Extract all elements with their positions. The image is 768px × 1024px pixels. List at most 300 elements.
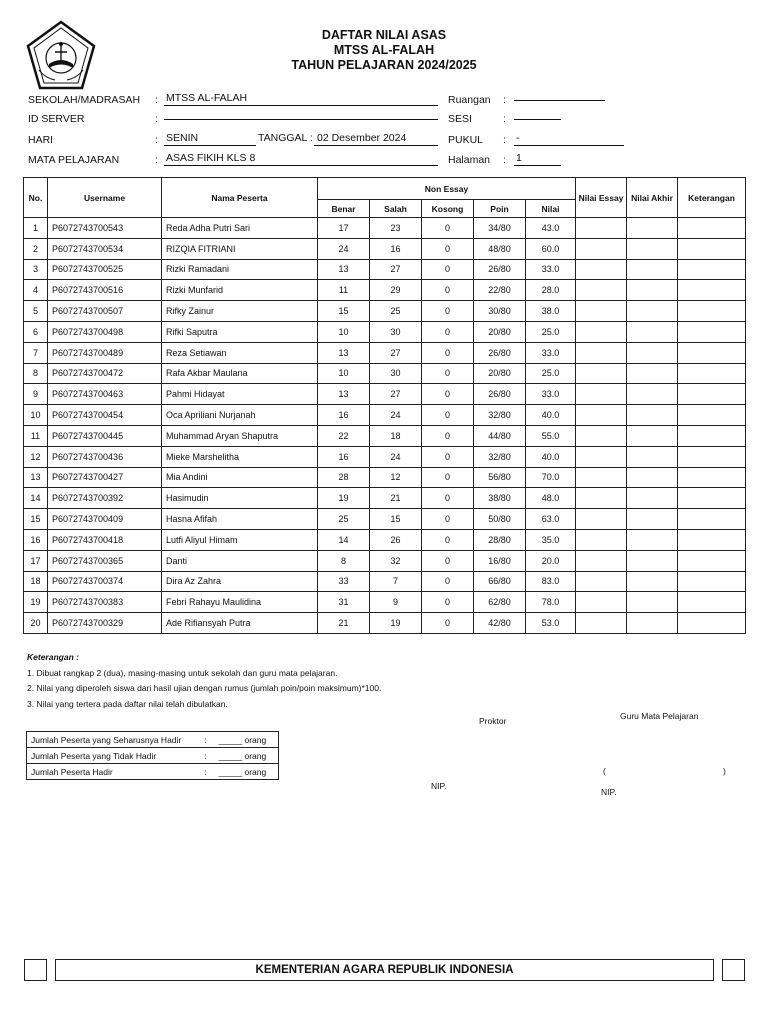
cell-keterangan [678, 280, 746, 301]
header-nilai-akhir: Nilai Akhir [627, 178, 678, 218]
tanggal-underline [314, 145, 438, 146]
table-row [24, 218, 746, 239]
cell-nilai-essay [576, 529, 627, 550]
cell-nilai: 25.0 [526, 363, 576, 384]
cell-username: P6072743700436 [48, 446, 162, 467]
cell-username: P6072743700392 [48, 488, 162, 509]
cell-keterangan [678, 321, 746, 342]
cell-poin: 20/80 [474, 363, 526, 384]
cell-nama: Hasna Afifah [162, 509, 318, 530]
cell-nilai: 60.0 [526, 238, 576, 259]
cell-salah: 27 [370, 342, 422, 363]
cell-nilai-essay [576, 321, 627, 342]
cell-no: 11 [24, 425, 48, 446]
cell-benar: 17 [318, 218, 370, 239]
colon: : [503, 113, 506, 125]
sekolah-label: SEKOLAH/MADRASAH [28, 94, 141, 106]
table-row [24, 550, 746, 571]
cell-nilai-akhir [627, 280, 678, 301]
cell-nilai-essay [576, 218, 627, 239]
table-row [24, 488, 746, 509]
cell-kosong: 0 [422, 613, 474, 634]
cell-nilai: 55.0 [526, 425, 576, 446]
cell-nilai-essay [576, 613, 627, 634]
header-benar: Benar [318, 200, 370, 218]
colon: : [503, 154, 506, 166]
cell-benar: 33 [318, 571, 370, 592]
attendance-label: Jumlah Peserta Hadir [27, 764, 205, 780]
pukul-label: PUKUL [448, 134, 484, 146]
cell-keterangan [678, 592, 746, 613]
footer-banner: KEMENTERIAN AGARA REPUBLIK INDONESIA [55, 959, 714, 981]
cell-keterangan [678, 613, 746, 634]
cell-nama: Rifky Zainur [162, 301, 318, 322]
cell-benar: 16 [318, 446, 370, 467]
cell-benar: 8 [318, 550, 370, 571]
halaman-underline [514, 165, 561, 166]
cell-no: 6 [24, 321, 48, 342]
cell-no: 15 [24, 509, 48, 530]
ruangan-underline [514, 100, 605, 101]
cell-username: P6072743700445 [48, 425, 162, 446]
cell-nilai: 33.0 [526, 259, 576, 280]
cell-nama: Oca Apriliani Nurjanah [162, 405, 318, 426]
cell-benar: 10 [318, 363, 370, 384]
cell-username: P6072743700498 [48, 321, 162, 342]
cell-salah: 9 [370, 592, 422, 613]
cell-poin: 16/80 [474, 550, 526, 571]
header-username: Username [48, 178, 162, 218]
table-row [24, 467, 746, 488]
mapel-underline [164, 165, 438, 166]
cell-nilai-essay [576, 550, 627, 571]
cell-salah: 26 [370, 529, 422, 550]
cell-salah: 30 [370, 321, 422, 342]
mapel-value: ASAS FIKIH KLS 8 [166, 152, 256, 164]
cell-nilai: 33.0 [526, 384, 576, 405]
cell-nama: Hasimudin [162, 488, 318, 509]
cell-keterangan [678, 259, 746, 280]
table-row [24, 613, 746, 634]
cell-username: P6072743700525 [48, 259, 162, 280]
colon: : [155, 154, 158, 166]
cell-nama: Reza Setiawan [162, 342, 318, 363]
table-row [24, 363, 746, 384]
cell-benar: 25 [318, 509, 370, 530]
cell-no: 17 [24, 550, 48, 571]
cell-nama: Rafa Akbar Maulana [162, 363, 318, 384]
cell-username: P6072743700516 [48, 280, 162, 301]
proktor-label: Proktor [479, 716, 507, 726]
cell-nilai-essay [576, 425, 627, 446]
cell-username: P6072743700374 [48, 571, 162, 592]
cell-no: 8 [24, 363, 48, 384]
cell-benar: 13 [318, 384, 370, 405]
cell-nama: Rizki Ramadani [162, 259, 318, 280]
cell-nilai: 78.0 [526, 592, 576, 613]
cell-no: 16 [24, 529, 48, 550]
cell-username: P6072743700534 [48, 238, 162, 259]
notes-section [27, 650, 381, 712]
cell-no: 1 [24, 218, 48, 239]
cell-no: 14 [24, 488, 48, 509]
table-row [24, 446, 746, 467]
cell-nilai: 53.0 [526, 613, 576, 634]
cell-nama: Danti [162, 550, 318, 571]
cell-nama: Ade Rifiansyah Putra [162, 613, 318, 634]
cell-nilai-essay [576, 488, 627, 509]
hari-underline [164, 145, 256, 146]
mapel-label: MATA PELAJARAN [28, 154, 120, 166]
cell-no: 3 [24, 259, 48, 280]
cell-keterangan [678, 384, 746, 405]
cell-poin: 34/80 [474, 218, 526, 239]
cell-keterangan [678, 218, 746, 239]
cell-no: 18 [24, 571, 48, 592]
cell-nilai-essay [576, 342, 627, 363]
cell-keterangan [678, 363, 746, 384]
cell-nilai-akhir [627, 425, 678, 446]
cell-nilai-akhir [627, 467, 678, 488]
cell-kosong: 0 [422, 301, 474, 322]
table-row [24, 592, 746, 613]
cell-nilai-akhir [627, 446, 678, 467]
cell-no: 13 [24, 467, 48, 488]
cell-kosong: 0 [422, 280, 474, 301]
cell-username: P6072743700383 [48, 592, 162, 613]
cell-kosong: 0 [422, 571, 474, 592]
attendance-colon: : [205, 748, 219, 764]
cell-salah: 25 [370, 301, 422, 322]
table-row [24, 259, 746, 280]
cell-kosong: 0 [422, 363, 474, 384]
cell-nilai: 20.0 [526, 550, 576, 571]
table-row [24, 280, 746, 301]
header-kosong: Kosong [422, 200, 474, 218]
cell-nilai: 40.0 [526, 446, 576, 467]
colon: : [503, 134, 506, 146]
cell-poin: 30/80 [474, 301, 526, 322]
cell-poin: 32/80 [474, 405, 526, 426]
table-row [24, 321, 746, 342]
server-label: ID SERVER [28, 113, 85, 125]
cell-username: P6072743700463 [48, 384, 162, 405]
cell-nilai-akhir [627, 384, 678, 405]
table-row [24, 384, 746, 405]
cell-nilai-akhir [627, 571, 678, 592]
cell-nama: Reda Adha Putri Sari [162, 218, 318, 239]
cell-salah: 24 [370, 405, 422, 426]
cell-benar: 14 [318, 529, 370, 550]
cell-poin: 56/80 [474, 467, 526, 488]
cell-salah: 7 [370, 571, 422, 592]
cell-nilai-akhir [627, 301, 678, 322]
cell-kosong: 0 [422, 446, 474, 467]
cell-kosong: 0 [422, 592, 474, 613]
open-paren: ( [603, 766, 606, 776]
cell-salah: 30 [370, 363, 422, 384]
cell-keterangan [678, 238, 746, 259]
cell-poin: 38/80 [474, 488, 526, 509]
tanggal-value: 02 Desember 2024 [317, 132, 407, 144]
cell-nilai-akhir [627, 509, 678, 530]
cell-poin: 26/80 [474, 342, 526, 363]
cell-poin: 44/80 [474, 425, 526, 446]
header-no: No. [24, 178, 48, 218]
cell-nilai: 40.0 [526, 405, 576, 426]
cell-salah: 19 [370, 613, 422, 634]
cell-username: P6072743700427 [48, 467, 162, 488]
hari-label: HARI [28, 134, 54, 146]
cell-nilai: 63.0 [526, 509, 576, 530]
header-nilai-essay: Nilai Essay [576, 178, 627, 218]
attendance-row [27, 764, 279, 780]
cell-nama: RIZQIA FITRIANI [162, 238, 318, 259]
cell-nilai: 38.0 [526, 301, 576, 322]
cell-kosong: 0 [422, 529, 474, 550]
cell-poin: 26/80 [474, 259, 526, 280]
cell-nilai-essay [576, 280, 627, 301]
cell-benar: 31 [318, 592, 370, 613]
note-item-3: 3. Nilai yang tertera pada daftar nilai telah dibulatkan. [27, 698, 228, 709]
attendance-row [27, 748, 279, 764]
header-salah: Salah [370, 200, 422, 218]
footer-right-box [722, 959, 745, 981]
cell-nilai: 25.0 [526, 321, 576, 342]
cell-benar: 11 [318, 280, 370, 301]
header-nilai: Nilai [526, 200, 576, 218]
cell-salah: 16 [370, 238, 422, 259]
cell-username: P6072743700507 [48, 301, 162, 322]
cell-keterangan [678, 301, 746, 322]
sesi-label: SESI [448, 113, 472, 125]
cell-poin: 66/80 [474, 571, 526, 592]
cell-nilai-akhir [627, 342, 678, 363]
cell-nilai-essay [576, 384, 627, 405]
cell-poin: 28/80 [474, 529, 526, 550]
cell-kosong: 0 [422, 238, 474, 259]
cell-nilai-akhir [627, 218, 678, 239]
cell-keterangan [678, 509, 746, 530]
title-line-3: TAHUN PELAJARAN 2024/2025 [291, 58, 477, 72]
cell-no: 7 [24, 342, 48, 363]
title-line-2: MTSS AL-FALAH [333, 43, 435, 57]
cell-nilai: 48.0 [526, 488, 576, 509]
cell-keterangan [678, 446, 746, 467]
cell-benar: 13 [318, 342, 370, 363]
cell-kosong: 0 [422, 488, 474, 509]
cell-nilai-essay [576, 509, 627, 530]
attendance-label: Jumlah Peserta yang Seharusnya Hadir [27, 732, 205, 748]
cell-nilai-essay [576, 363, 627, 384]
cell-benar: 19 [318, 488, 370, 509]
cell-username: P6072743700418 [48, 529, 162, 550]
cell-no: 12 [24, 446, 48, 467]
table-row [24, 425, 746, 446]
cell-username: P6072743700409 [48, 509, 162, 530]
cell-benar: 10 [318, 321, 370, 342]
cell-poin: 20/80 [474, 321, 526, 342]
footer-left-box [24, 959, 47, 981]
cell-nilai-akhir [627, 488, 678, 509]
header-poin: Poin [474, 200, 526, 218]
cell-nilai-akhir [627, 550, 678, 571]
cell-kosong: 0 [422, 467, 474, 488]
sekolah-underline [164, 105, 438, 106]
title-line-1: DAFTAR NILAI ASAS [321, 28, 447, 42]
attendance-colon: : [205, 732, 219, 748]
attendance-label: Jumlah Peserta yang Tidak Hadir [27, 748, 205, 764]
cell-nilai-essay [576, 259, 627, 280]
table-row [24, 301, 746, 322]
cell-nilai-essay [576, 592, 627, 613]
cell-salah: 27 [370, 259, 422, 280]
attendance-row [27, 732, 279, 748]
cell-keterangan [678, 425, 746, 446]
cell-kosong: 0 [422, 342, 474, 363]
cell-nilai: 43.0 [526, 218, 576, 239]
cell-nilai: 70.0 [526, 467, 576, 488]
cell-no: 4 [24, 280, 48, 301]
halaman-value: 1 [516, 152, 522, 164]
cell-username: P6072743700365 [48, 550, 162, 571]
cell-nilai-akhir [627, 259, 678, 280]
cell-no: 5 [24, 301, 48, 322]
table-row [24, 529, 746, 550]
cell-kosong: 0 [422, 425, 474, 446]
cell-kosong: 0 [422, 405, 474, 426]
cell-nilai-essay [576, 446, 627, 467]
note-item-1: 1. Dibuat rangkap 2 (dua), masing-masing untuk sekolah dan guru mata pelajaran. [27, 667, 338, 678]
cell-salah: 15 [370, 509, 422, 530]
cell-benar: 24 [318, 238, 370, 259]
cell-nilai-essay [576, 301, 627, 322]
grades-table [23, 177, 746, 634]
pukul-value: - [516, 132, 520, 144]
attendance-value: _____ orang [219, 732, 279, 748]
cell-benar: 22 [318, 425, 370, 446]
cell-nama: Muhammad Aryan Shaputra [162, 425, 318, 446]
cell-nilai-essay [576, 405, 627, 426]
sekolah-value: MTSS AL-FALAH [166, 92, 248, 104]
header-keterangan: Keterangan [678, 178, 746, 218]
cell-nilai-akhir [627, 363, 678, 384]
cell-salah: 27 [370, 384, 422, 405]
cell-no: 9 [24, 384, 48, 405]
cell-nama: Mieke Marshelitha [162, 446, 318, 467]
cell-salah: 32 [370, 550, 422, 571]
cell-nilai-akhir [627, 321, 678, 342]
header-nama: Nama Peserta [162, 178, 318, 218]
cell-poin: 50/80 [474, 509, 526, 530]
cell-benar: 21 [318, 613, 370, 634]
cell-keterangan [678, 488, 746, 509]
cell-kosong: 0 [422, 321, 474, 342]
grades-table-body [24, 218, 746, 634]
cell-benar: 13 [318, 259, 370, 280]
ruangan-label: Ruangan [448, 94, 491, 106]
sesi-underline [514, 119, 561, 120]
cell-nama: Febri Rahayu Maulidina [162, 592, 318, 613]
cell-nama: Mia Andini [162, 467, 318, 488]
cell-no: 19 [24, 592, 48, 613]
cell-benar: 28 [318, 467, 370, 488]
pukul-underline [514, 145, 624, 146]
document-title [0, 28, 768, 73]
note-item-2: 2. Nilai yang diperoleh siswa dari hasil ujian dengan rumus (jumlah poin/poin maksimum)*100. [27, 683, 382, 693]
cell-salah: 12 [370, 467, 422, 488]
table-row [24, 571, 746, 592]
cell-username: P6072743700454 [48, 405, 162, 426]
colon: : [155, 113, 158, 125]
guru-nip: NIP. [601, 787, 617, 797]
table-row [24, 342, 746, 363]
cell-username: P6072743700543 [48, 218, 162, 239]
cell-nilai-essay [576, 238, 627, 259]
cell-nilai-akhir [627, 592, 678, 613]
attendance-table [26, 731, 279, 780]
cell-keterangan [678, 550, 746, 571]
cell-poin: 48/80 [474, 238, 526, 259]
cell-nama: Rifki Saputra [162, 321, 318, 342]
header-non-essay: Non Essay [318, 178, 576, 200]
cell-kosong: 0 [422, 218, 474, 239]
cell-no: 10 [24, 405, 48, 426]
cell-benar: 15 [318, 301, 370, 322]
cell-poin: 22/80 [474, 280, 526, 301]
cell-nilai-essay [576, 467, 627, 488]
cell-nilai: 33.0 [526, 342, 576, 363]
cell-nama: Rizki Munfarid [162, 280, 318, 301]
cell-keterangan [678, 529, 746, 550]
cell-poin: 42/80 [474, 613, 526, 634]
cell-salah: 29 [370, 280, 422, 301]
cell-salah: 18 [370, 425, 422, 446]
table-row [24, 238, 746, 259]
cell-poin: 26/80 [474, 384, 526, 405]
notes-title: Keterangan : [27, 652, 79, 662]
cell-benar: 16 [318, 405, 370, 426]
cell-kosong: 0 [422, 259, 474, 280]
hari-value: SENIN [166, 132, 199, 144]
cell-username: P6072743700472 [48, 363, 162, 384]
proktor-nip: NIP. [431, 781, 447, 791]
attendance-colon: : [205, 764, 219, 780]
colon: : [155, 134, 158, 146]
cell-salah: 23 [370, 218, 422, 239]
table-row [24, 509, 746, 530]
cell-keterangan [678, 571, 746, 592]
tanggal-label: TANGGAL : [258, 132, 313, 144]
cell-nama: Dira Az Zahra [162, 571, 318, 592]
cell-nilai: 83.0 [526, 571, 576, 592]
cell-poin: 62/80 [474, 592, 526, 613]
cell-nilai-essay [576, 571, 627, 592]
cell-no: 2 [24, 238, 48, 259]
halaman-label: Halaman [448, 154, 491, 166]
cell-no: 20 [24, 613, 48, 634]
cell-kosong: 0 [422, 550, 474, 571]
cell-nama: Lutfi Aliyul Himam [162, 529, 318, 550]
colon: : [503, 94, 506, 106]
colon: : [155, 94, 158, 106]
server-underline [164, 119, 438, 120]
cell-keterangan [678, 405, 746, 426]
cell-kosong: 0 [422, 384, 474, 405]
attendance-value: _____ orang [219, 748, 279, 764]
cell-username: P6072743700329 [48, 613, 162, 634]
close-paren: ) [723, 766, 726, 776]
